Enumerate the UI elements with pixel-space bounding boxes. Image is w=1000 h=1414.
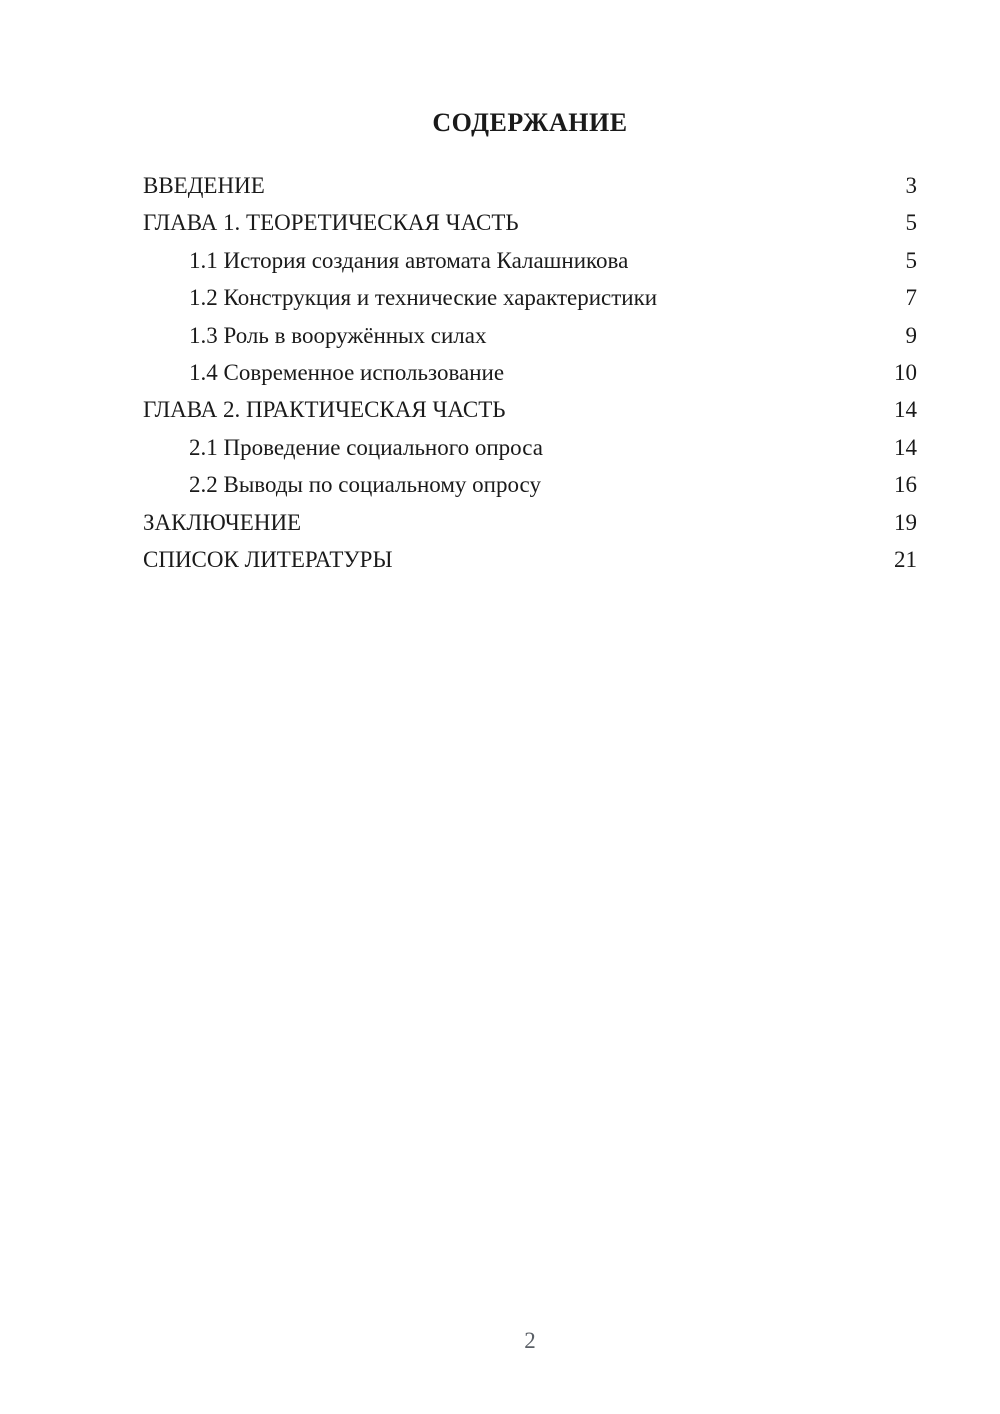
toc-entry [143,242,917,279]
toc-entry-label: 1.1 История создания автомата Калашникова [189,247,629,273]
toc-entry-page-number: 10 [894,360,917,386]
toc-entry-label: 1.2 Конструкция и технические характеристики [189,285,658,311]
toc-entry-label: ГЛАВА 1. ТЕОРЕТИЧЕСКАЯ ЧАСТЬ [143,210,519,236]
toc-entry-page-number: 5 [905,210,917,236]
toc-entry-page-number: 21 [894,547,917,573]
page-title: СОДЕРЖАНИЕ [432,108,628,138]
toc-entry [143,541,917,578]
toc-entry-label: 1.4 Современное использование [189,360,505,386]
toc-entry-label: ВВЕДЕНИЕ [143,173,265,198]
toc-entry [143,391,917,428]
footer-page-number: 2 [524,1328,536,1353]
toc-entry [143,466,917,503]
toc-entry [143,204,917,241]
toc-entry [143,504,917,541]
toc-entry-page-number: 19 [894,509,917,535]
toc-entry-page-number: 3 [905,173,917,198]
toc-entry-page-number: 14 [894,397,917,423]
toc-entry-label: ЗАКЛЮЧЕНИЕ [143,509,302,535]
toc-entry-page-number: 5 [905,247,917,273]
toc-entry [143,354,917,391]
toc-entry [143,429,917,466]
toc-entry-label: СПИСОК ЛИТЕРАТУРЫ [143,547,393,573]
toc-entry-page-number: 14 [894,434,917,460]
table-of-contents [143,167,917,578]
toc-entry [143,167,917,204]
toc-entry-page-number: 16 [894,472,917,498]
toc-entry-label: 2.2 Выводы по социальному опросу [189,472,541,498]
toc-entry-label: 2.1 Проведение социального опроса [189,434,543,460]
toc-entry-label: 1.3 Роль в вооружённых силах [189,322,487,348]
toc-entry-page-number: 9 [905,322,917,348]
toc-entry [143,317,917,354]
toc-entry-page-number: 7 [905,285,917,311]
toc-entry-label: ГЛАВА 2. ПРАКТИЧЕСКАЯ ЧАСТЬ [143,397,506,423]
toc-entry [143,279,917,316]
